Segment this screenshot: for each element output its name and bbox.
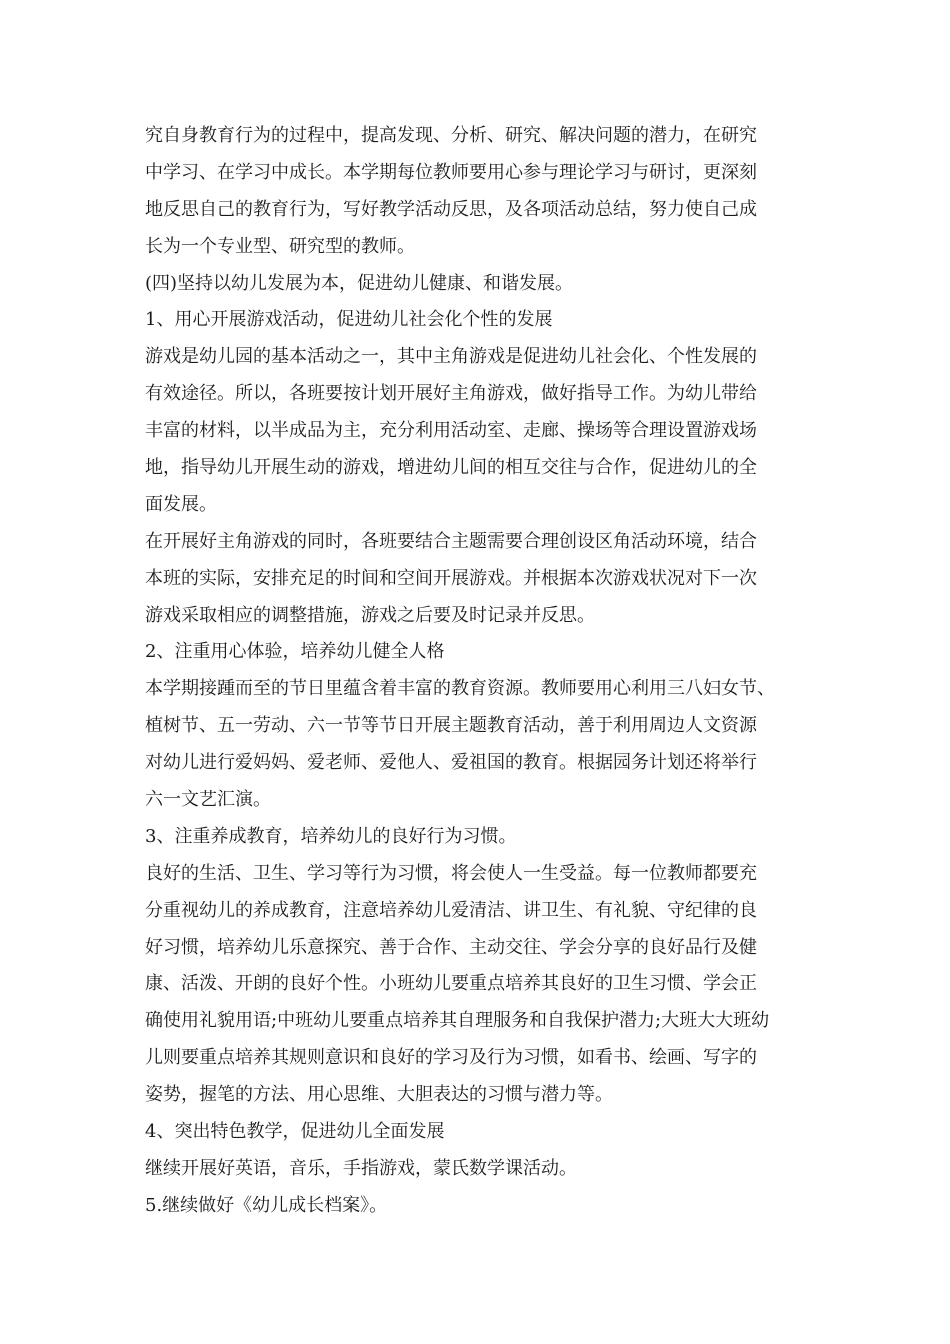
text-line: 确使用礼貌用语;中班幼儿要重点培养其自理服务和自我保护潜力;大班大大班幼 [145, 1010, 770, 1032]
subheading-3: 3、注重养成教育，培养幼儿的良好行为习惯。 [145, 825, 517, 847]
text-line: 究自身教育行为的过程中，提高发现、分析、研究、解决问题的潜力，在研究 [145, 125, 757, 146]
text-line: 有效途径。所以，各班要按计划开展好主角游戏，做好指导工作。为幼儿带给 [145, 383, 757, 405]
document-body [145, 118, 835, 1225]
text-line: 好习惯，培养幼儿乐意探究、善于合作、主动交往、学会分享的良好品行及健 [145, 936, 757, 958]
text-line: 植树节、五一劳动、六一节等节日开展主题教育活动，善于利用周边人文资源 [145, 715, 757, 737]
text-line: 丰富的材料，以半成品为主，充分利用活动室、走廊、操场等合理设置游戏场 [145, 420, 757, 442]
text-line: 在开展好主角游戏的同时，各班要结合主题需要合理创设区角活动环境，结合 [145, 530, 757, 552]
text-line: 本班的实际，安排充足的时间和空间开展游戏。并根据本次游戏状况对下一次 [145, 567, 757, 589]
text-line: 对幼儿进行爱妈妈、爱老师、爱他人、爱祖国的教育。根据园务计划还将举行 [145, 752, 757, 774]
subheading-2: 2、注重用心体验，培养幼儿健全人格 [145, 641, 445, 663]
subheading-1: 1、用心开展游戏活动，促进幼儿社会化个性的发展 [145, 309, 553, 331]
text-line: 地反思自己的教育行为，写好教学活动反思，及各项活动总结，努力使自己成 [145, 198, 757, 220]
text-line: 面发展。 [145, 493, 217, 515]
text-line: 六一文艺汇演。 [145, 789, 271, 811]
subheading-4: 4、突出特色教学，促进幼儿全面发展 [145, 1121, 445, 1143]
text-line: 游戏采取相应的调整措施，游戏之后要及时记录并反思。 [145, 604, 595, 626]
text-line: 良好的生活、卫生、学习等行为习惯，将会使人一生受益。每一位教师都要充 [145, 862, 757, 884]
section-heading: (四)坚持以幼儿发展为本，促进幼儿健康、和谐发展。 [145, 272, 574, 294]
text-line: 中学习、在学习中成长。本学期每位教师要用心参与理论学习与研讨，更深刻 [145, 161, 757, 183]
text-line: 儿则要重点培养其规则意识和良好的学习及行为习惯，如看书、绘画、写字的 [145, 1047, 757, 1069]
text-line: 本学期接踵而至的节日里蕴含着丰富的教育资源。教师要用心利用三八妇女节、 [145, 678, 775, 700]
text-line: 分重视幼儿的养成教育，注意培养幼儿爱清洁、讲卫生、有礼貌、守纪律的良 [145, 899, 757, 921]
text-line: 继续开展好英语，音乐，手指游戏，蒙氏数学课活动。 [145, 1157, 577, 1179]
subheading-5: 5.继续做好《幼儿成长档案》。 [145, 1194, 388, 1216]
text-line: 长为一个专业型、研究型的教师。 [145, 235, 415, 257]
text-line: 地，指导幼儿开展生动的游戏，增进幼儿间的相互交往与合作，促进幼儿的全 [145, 457, 757, 479]
text-line: 康、活泼、开朗的良好个性。小班幼儿要重点培养其良好的卫生习惯、学会正 [145, 973, 757, 995]
text-line: 游戏是幼儿园的基本活动之一，其中主角游戏是促进幼儿社会化、个性发展的 [145, 346, 757, 368]
text-line: 姿势，握笔的方法、用心思维、大胆表达的习惯与潜力等。 [145, 1084, 613, 1106]
